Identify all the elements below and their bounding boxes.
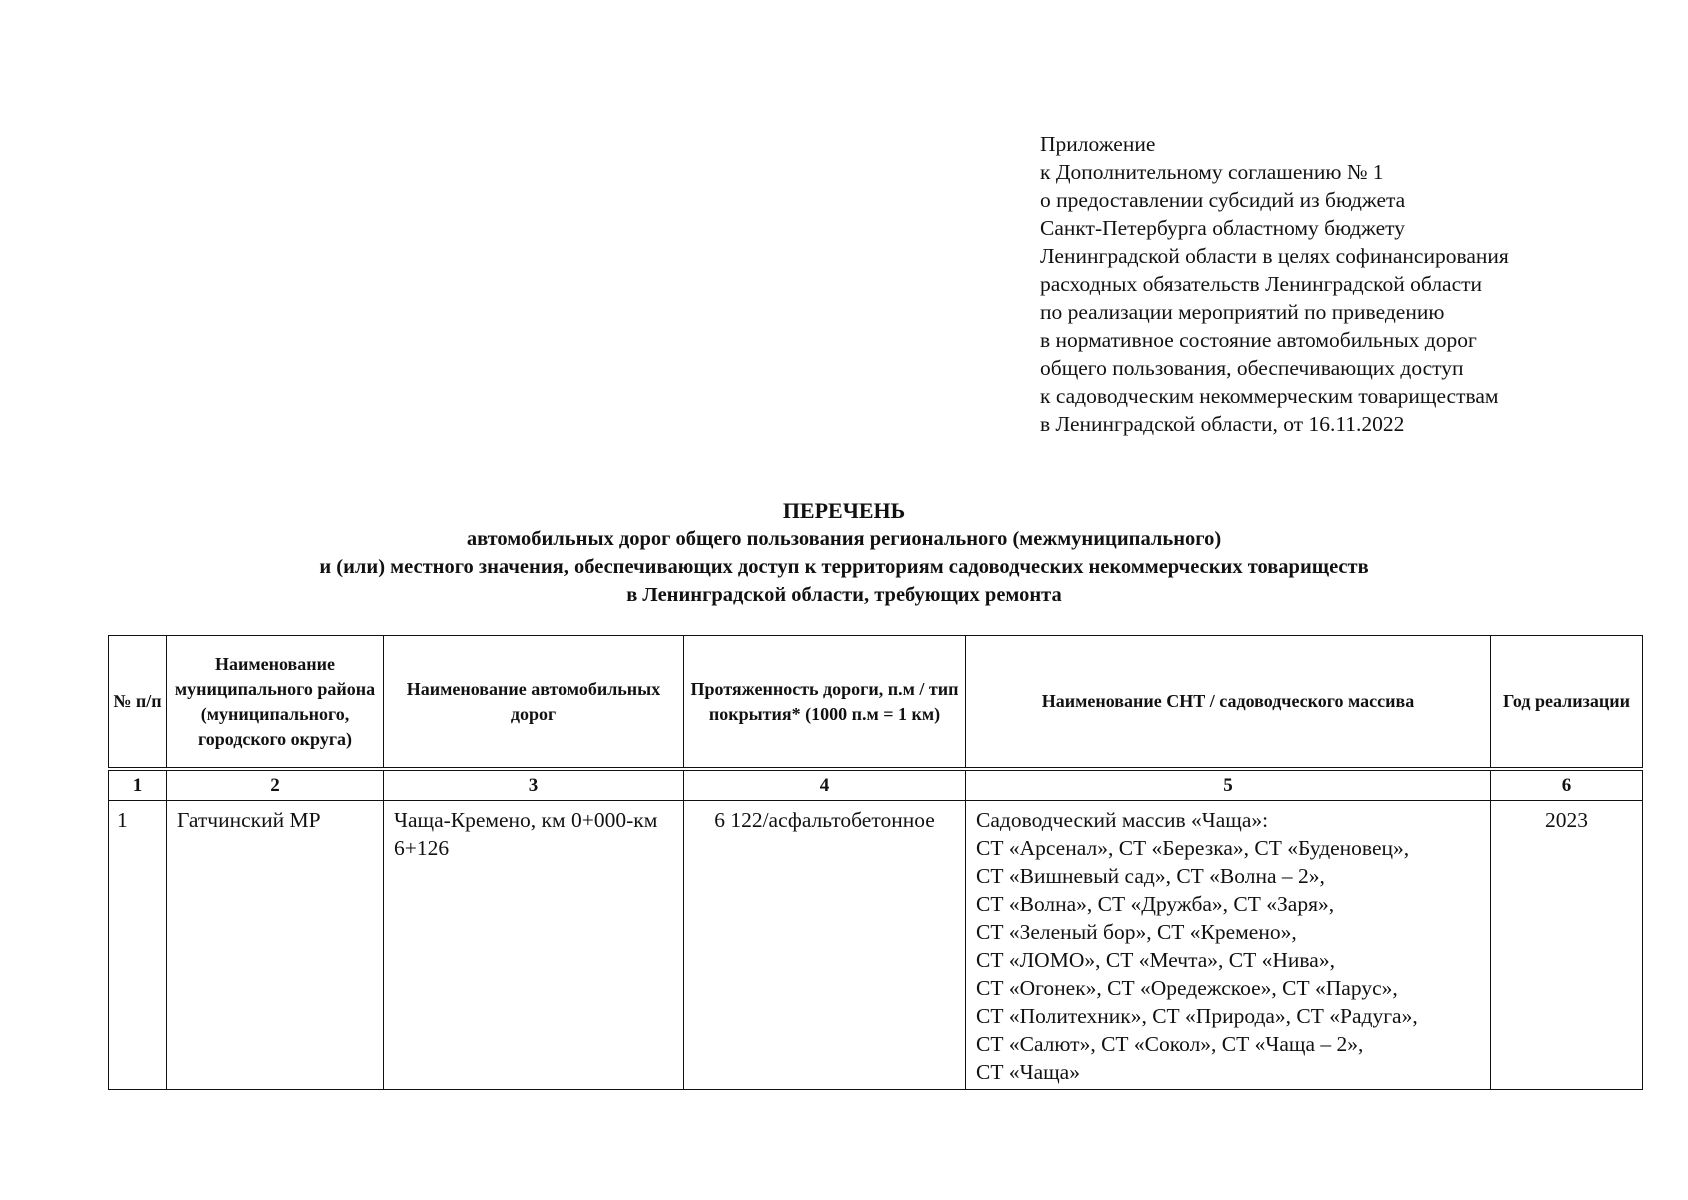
- column-number-row: [109, 769, 1643, 801]
- column-number: 2: [167, 769, 384, 801]
- document-title: ПЕРЕЧЕНЬ: [782, 498, 906, 523]
- snt-line: СТ «Зеленый бор», СТ «Кремено»,: [976, 920, 1297, 944]
- appendix-line: расходных обязательств Ленинградской области: [1040, 272, 1483, 296]
- appendix-line: к садоводческим некоммерческим товариществам: [1040, 384, 1499, 408]
- cell-length: 6 122/асфальтобетонное: [684, 801, 966, 1090]
- header-cell-length: Протяженность дороги, п.м / тип покрытия* (1000 п.м = 1 км): [684, 636, 966, 770]
- heading-line: автомобильных дорог общего пользования регионального (межмуниципального): [466, 528, 1222, 550]
- column-number: 5: [966, 769, 1491, 801]
- header-cell-year: Год реализации: [1491, 636, 1643, 770]
- snt-line: СТ «ЛОМО», СТ «Мечта», СТ «Нива»,: [976, 948, 1335, 972]
- header-cell-snt: Наименование СНТ / садоводческого массива: [966, 636, 1491, 770]
- column-number: 6: [1491, 769, 1643, 801]
- snt-line: СТ «Огонек», СТ «Оредежское», СТ «Парус»,: [976, 976, 1398, 1000]
- snt-line: Садоводческий массив «Чаща»:: [976, 808, 1269, 832]
- appendix-line: общего пользования, обеспечивающих доступ: [1040, 356, 1464, 380]
- cell-snt: [966, 801, 1491, 1090]
- appendix-line: Санкт-Петербурга областному бюджету: [1040, 216, 1405, 240]
- document-heading: [0, 497, 1688, 609]
- appendix-line: в нормативное состояние автомобильных дорог: [1040, 328, 1477, 352]
- header-cell-number: № п/п: [109, 636, 167, 770]
- cell-number: 1: [109, 801, 167, 1090]
- header-cell-district: Наименование муниципального района (муниципального, городского округа): [167, 636, 384, 770]
- appendix-line: по реализации мероприятий по приведению: [1040, 300, 1445, 324]
- appendix-line: к Дополнительному соглашению № 1: [1040, 160, 1384, 184]
- cell-year: 2023: [1491, 801, 1643, 1090]
- appendix-line: о предоставлении субсидий из бюджета: [1040, 188, 1406, 212]
- table-row: [109, 801, 1643, 1090]
- appendix-block: [1040, 130, 1640, 438]
- column-number: 1: [109, 769, 167, 801]
- cell-road: Чаща-Кремено, км 0+000-км 6+126: [384, 801, 684, 1090]
- snt-line: СТ «Арсенал», СТ «Березка», СТ «Буденовец»,: [976, 836, 1410, 860]
- roads-table: [108, 635, 1643, 1090]
- heading-line: в Ленинградской области, требующих ремонта: [626, 584, 1062, 606]
- heading-line: и (или) местного значения, обеспечивающих доступ к территориям садоводческих некоммерческих товариществ: [319, 556, 1369, 578]
- appendix-line: в Ленинградской области, от 16.11.2022: [1040, 412, 1405, 436]
- header-cell-road: Наименование автомобильных дорог: [384, 636, 684, 770]
- snt-line: СТ «Волна», СТ «Дружба», СТ «Заря»,: [976, 892, 1335, 916]
- column-number: 4: [684, 769, 966, 801]
- column-number: 3: [384, 769, 684, 801]
- snt-line: СТ «Политехник», СТ «Природа», СТ «Радуга»,: [976, 1004, 1418, 1028]
- snt-line: СТ «Вишневый сад», СТ «Волна – 2»,: [976, 864, 1325, 888]
- snt-line: СТ «Салют», СТ «Сокол», СТ «Чаща – 2»,: [976, 1032, 1364, 1056]
- cell-district: Гатчинский МР: [167, 801, 384, 1090]
- snt-line: СТ «Чаща»: [976, 1060, 1080, 1084]
- appendix-line: Ленинградской области в целях софинансирования: [1040, 244, 1509, 268]
- table-header-row: [109, 636, 1643, 770]
- appendix-line: Приложение: [1040, 132, 1156, 156]
